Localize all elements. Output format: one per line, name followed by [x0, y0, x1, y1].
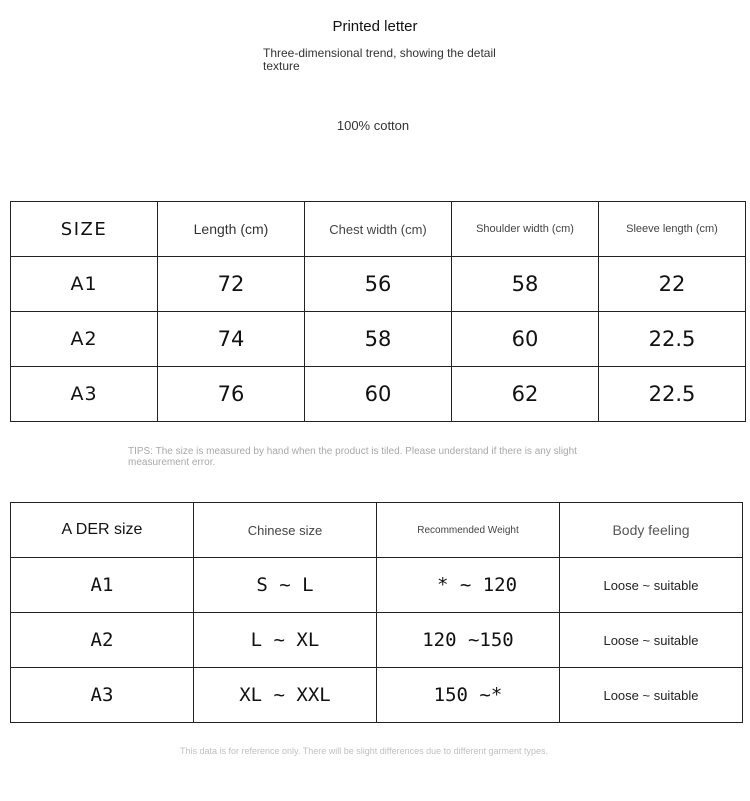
table-row	[11, 558, 743, 613]
material-label: 100% cotton	[336, 118, 410, 133]
shoulder-cell: 62	[452, 367, 599, 422]
chinese-size-cell: L ~ XL	[194, 613, 377, 668]
page-subtitle: Three-dimensional trend, showing the detail texture	[263, 46, 496, 73]
chest-cell: 58	[305, 312, 452, 367]
size-header-cell: SIZE	[11, 202, 158, 257]
body-feeling-cell: Loose ~ suitable	[560, 668, 743, 723]
shoulder-cell: 58	[452, 257, 599, 312]
sleeve-cell: 22.5	[599, 367, 746, 422]
ader-size-cell: A3	[11, 668, 194, 723]
chest-cell: 60	[305, 367, 452, 422]
fit-table-header-row	[11, 503, 743, 558]
table-row	[11, 312, 746, 367]
chinese-size-cell: S ~ L	[194, 558, 377, 613]
ader-size-header-cell: A DER size	[11, 503, 194, 558]
chinese-size-header-cell: Chinese size	[194, 503, 377, 558]
sleeve-header-cell: Sleeve length (cm)	[599, 202, 746, 257]
sleeve-cell: 22	[599, 257, 746, 312]
body-feeling-header-cell: Body feeling	[560, 503, 743, 558]
chest-cell: 56	[305, 257, 452, 312]
tips-note: TIPS: The size is measured by hand when the product is tiled. Please understand if there is any slight measurement error.	[128, 446, 577, 468]
table-row	[11, 367, 746, 422]
footnote: This data is for reference only. There will be slight differences due to different garment types.	[180, 746, 549, 756]
size-cell: A1	[11, 257, 158, 312]
weight-header-cell: Recommended Weight	[377, 503, 560, 558]
body-feeling-cell: Loose ~ suitable	[560, 558, 743, 613]
chinese-size-cell: XL ~ XXL	[194, 668, 377, 723]
ader-size-cell: A1	[11, 558, 194, 613]
table-row	[11, 613, 743, 668]
table-row	[11, 257, 746, 312]
length-cell: 76	[158, 367, 305, 422]
size-cell: A2	[11, 312, 158, 367]
ader-size-cell: A2	[11, 613, 194, 668]
length-header-cell: Length (cm)	[158, 202, 305, 257]
sleeve-cell: 22.5	[599, 312, 746, 367]
shoulder-header-cell: Shoulder width (cm)	[452, 202, 599, 257]
shoulder-cell: 60	[452, 312, 599, 367]
size-table-header-row	[11, 202, 746, 257]
page-title: Printed letter	[332, 18, 418, 35]
length-cell: 72	[158, 257, 305, 312]
weight-cell: 120 ~150	[377, 613, 560, 668]
fit-table	[10, 502, 743, 723]
body-feeling-cell: Loose ~ suitable	[560, 613, 743, 668]
length-cell: 74	[158, 312, 305, 367]
chest-header-cell: Chest width (cm)	[305, 202, 452, 257]
weight-cell: * ~ 120	[377, 558, 560, 613]
table-row	[11, 668, 743, 723]
size-table	[10, 201, 746, 422]
size-cell: A3	[11, 367, 158, 422]
weight-cell: 150 ~*	[377, 668, 560, 723]
